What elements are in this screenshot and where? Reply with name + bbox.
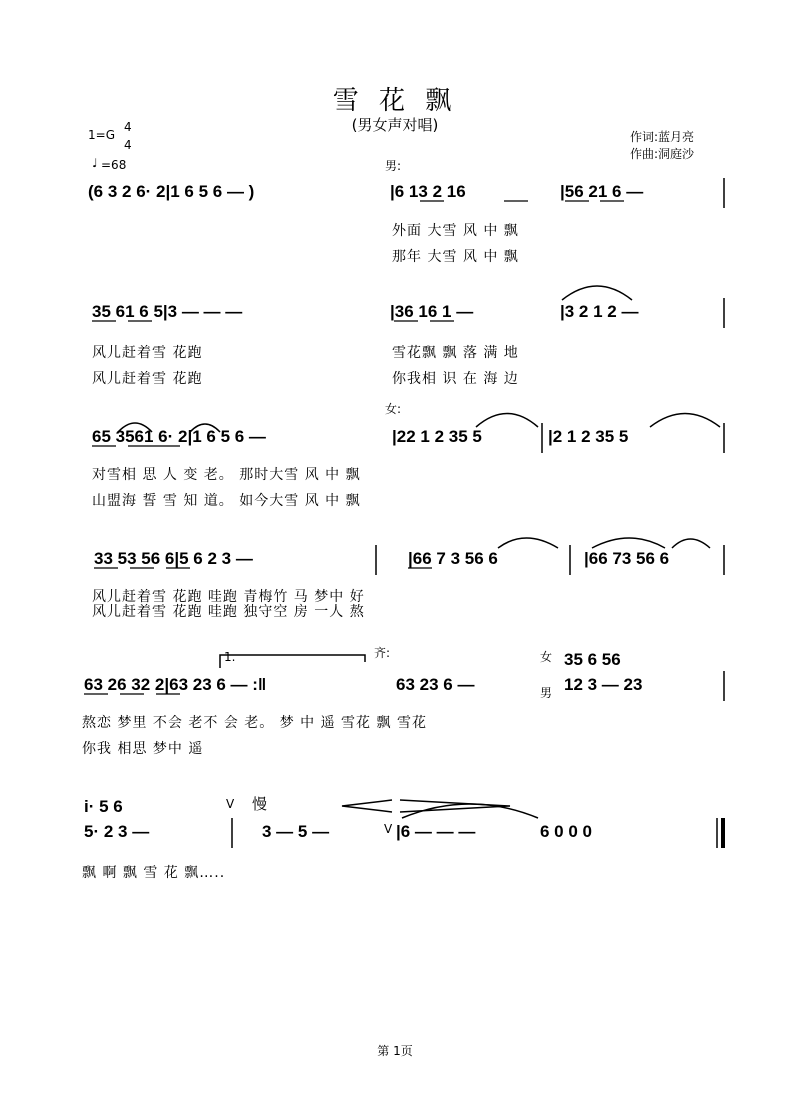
volta-bracket (220, 655, 365, 668)
row1-lyric-verse1: 外面 大雪 风 中 飘 (392, 223, 519, 239)
song-subtitle: (男女声对唱) (351, 116, 439, 134)
row5-lyric-verse1: 熬恋 梦里 不会 老不 会 老。 梦 中 遥 雪花 飘 雪花 (82, 715, 427, 731)
row6-notes-a: 5· 2 3 — (84, 822, 150, 841)
male-part-label: 男: (385, 159, 402, 173)
volta-1-label: 1. (224, 650, 236, 664)
row6-notes-c: |6 — — — (396, 822, 476, 841)
row3-notes-c: |2 1 2 35 5 (548, 427, 629, 446)
row1-lyric-verse2: 那年 大雪 风 中 飘 (392, 249, 519, 265)
row2-notes-b: |36 16 1 — (390, 302, 474, 321)
slur (118, 423, 152, 432)
slur (672, 539, 710, 548)
row2-lyric-verse2-b: 你我相 识 在 海 边 (392, 371, 519, 387)
row5-lyric-verse2: 你我 相思 梦中 遥 (82, 741, 204, 757)
quarter-note-icon: ♩ (92, 156, 98, 170)
row2-notes-a: 35 61 6 5|3 — — — (92, 302, 243, 321)
row4-notes-b: |66 7 3 56 6 (408, 549, 498, 568)
breath-mark: V (226, 797, 235, 811)
composer-credit: 作曲:洞庭沙 (630, 147, 695, 161)
time-signature-top: 4 (124, 120, 132, 134)
slur (190, 424, 220, 432)
row4-lyric-verse1: 风儿赶着雪 花跑 哇跑 青梅竹 马 梦中 好 (92, 589, 365, 605)
slow-tempo-marking: 慢 (252, 795, 268, 813)
lyricist-credit: 作词:蓝月亮 (630, 130, 695, 144)
row5-notes-a: 63 26 32 2|63 23 6 — :‖ (84, 675, 267, 694)
slur (562, 286, 632, 300)
row1-notes-c: |56 21 6 — (560, 182, 644, 201)
row4-notes-a: 33 53 56 6|5 6 2 3 — (94, 549, 253, 568)
row5-notes-b: 63 23 6 — (396, 675, 475, 694)
slur (476, 414, 538, 428)
key-signature: 1=G (88, 128, 115, 142)
female-part-label: 女: (385, 402, 402, 416)
row3-notes-a: 65 3561 6· 2|1 6 5 6 — (92, 427, 266, 446)
row3-lyric-verse2: 山盟海 誓 雪 知 道。 如今大雪 风 中 飘 (92, 493, 361, 509)
female-short-label: 女 (540, 650, 553, 664)
slur (650, 414, 720, 428)
row6-notes-b: 3 — 5 — (262, 822, 330, 841)
row4-lyric-verse2: 风儿赶着雪 花跑 哇跑 独守空 房 一人 熬 (92, 604, 365, 620)
row2-lyric-verse1-a: 风儿赶着雪 花跑 (92, 345, 203, 361)
together-label: 齐: (374, 646, 391, 660)
row6-upper-notes: i· 5 6 (84, 797, 123, 816)
row1-notes-b: |6 13 2 16 (390, 182, 466, 201)
row5-notes-c: 12 3 — 23 (564, 675, 643, 694)
tempo-marking: =68 (101, 158, 127, 172)
breath-mark-2: V (384, 822, 393, 836)
song-title: 雪 花 飘 (332, 86, 458, 116)
row5-upper-notes: 35 6 56 (564, 650, 621, 669)
row2-lyric-verse1-b: 雪花飘 飘 落 满 地 (392, 345, 519, 361)
row2-lyric-verse2-a: 风儿赶着雪 花跑 (92, 371, 203, 387)
row2-notes-c: |3 2 1 2 — (560, 302, 639, 321)
slur (498, 538, 558, 548)
row1-intro-notes: (6 3 2 6· 2|1 6 5 6 — ) (88, 182, 255, 201)
male-short-label: 男 (540, 686, 553, 700)
row3-notes-b: |22 1 2 35 5 (392, 427, 482, 446)
row6-lyric: 飘 啊 飘 雪 花 飘….. (82, 865, 226, 881)
row4-notes-c: |66 73 56 6 (584, 549, 670, 568)
page-number: 第 1页 (377, 1044, 413, 1058)
hairpin (342, 800, 392, 812)
row6-notes-d: 6 0 0 0 (540, 822, 592, 841)
row3-lyric-verse1: 对雪相 思 人 变 老。 那时大雪 风 中 飘 (92, 467, 361, 483)
slur (592, 538, 665, 548)
time-signature-bottom: 4 (124, 138, 132, 152)
